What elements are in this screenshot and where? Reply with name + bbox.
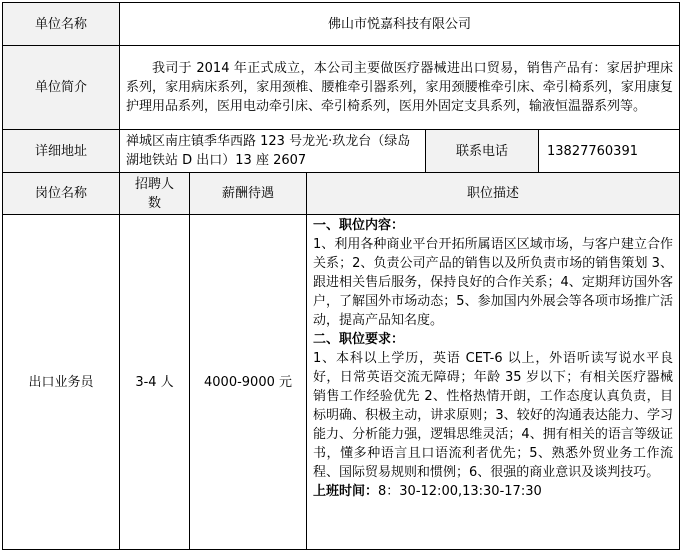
job-position: 出口业务员 <box>3 215 120 550</box>
hours-value: 8：30-12:00,13:30-17:30 <box>378 484 542 499</box>
phone-label: 联系电话 <box>426 130 539 172</box>
content-text: 1、利用各种商业平台开拓所属语区区域市场，与客户建立合作关系；2、负责公司产品的销售以及所负责市场的销售策划 3、跟进相关售后服务，保持良好的合作关系；4、定期拜访国外客户，了解国外市场动态；5、参加国内外展会等各项市场推广活动，提高产品知名度。 <box>313 237 674 328</box>
company-name-row <box>3 3 680 46</box>
requirement-text: 1、本科以上学历，英语 CET-6 以上，外语听读写说水平良好，日常英语交流无障碍；年龄 35 岁以下；有相关医疗器械销售工作经验优先 2、性格热情开朗，工作态度认真负责，目标明确、积极主动，讲求原则；3、较好的沟通表达能力、学习能力、分析能力强，逻辑思维灵活；4、拥有相关的语言等级证书，懂多种语言且口语流利者优先；5、熟悉外贸业务工作流程、国际贸易规则和惯例；6、很强的商业意识及谈判技巧。 <box>313 351 674 480</box>
phone-cell <box>426 130 680 173</box>
job-posting-table <box>2 2 680 550</box>
content-heading: 一、职位内容： <box>313 218 405 233</box>
jobs-header-row <box>3 173 680 215</box>
job-headcount: 3-4 人 <box>120 215 190 550</box>
header-salary: 薪酬待遇 <box>190 173 307 215</box>
requirement-heading: 二、职位要求： <box>313 332 405 347</box>
job-row <box>3 215 680 550</box>
company-intro-value: 我司于 2014 年正式成立，本公司主要做医疗器械进出口贸易，销售产品有：家居护理床系列，家用病床系列，家用颈椎、腰椎牵引器系列，家用颈腰椎牵引床、牵引椅系列，家用康复护理用品系列，医用电动牵引床、牵引椅系列，医用外固定支具系列，输液恒温器系列等。 <box>120 46 680 130</box>
company-intro-label: 单位简介 <box>3 46 120 130</box>
company-name-value: 佛山市悦嘉科技有限公司 <box>120 3 680 46</box>
work-hours <box>313 482 673 501</box>
header-position: 岗位名称 <box>3 173 120 215</box>
company-intro-row <box>3 46 680 130</box>
hours-label: 上班时间： <box>313 484 379 499</box>
address-label: 详细地址 <box>3 130 120 173</box>
company-name-label: 单位名称 <box>3 3 120 46</box>
phone-value: 13827760391 <box>547 143 638 159</box>
job-salary: 4000-9000 元 <box>190 215 307 550</box>
job-description <box>307 215 680 550</box>
header-headcount: 招聘人数 <box>120 173 190 215</box>
header-description: 职位描述 <box>307 173 680 215</box>
address-value: 禅城区南庄镇季华西路 123 号龙光·玖龙台（绿岛湖地铁站 D 出口）13 座 2607 <box>120 130 426 173</box>
company-address-row <box>3 130 680 173</box>
